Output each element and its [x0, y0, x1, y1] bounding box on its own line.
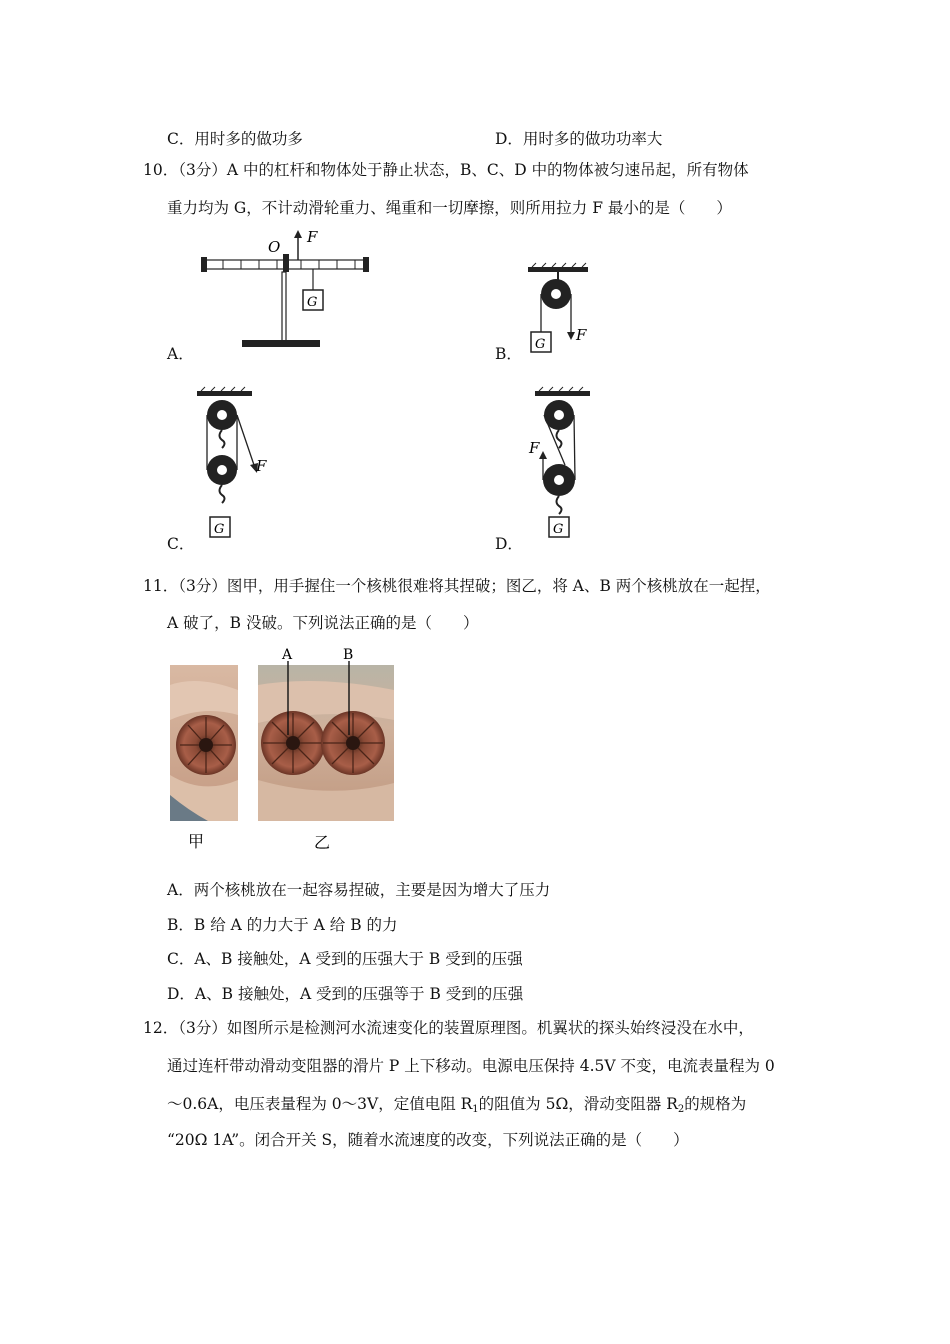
text-segment: ～0.6A，电压表量程为 0～3V，定值电阻 R: [167, 1095, 473, 1113]
walnut-label-b: B: [343, 647, 354, 663]
q11-option-d: D．A、B 接触处，A 受到的压强等于 B 受到的压强: [167, 985, 524, 1003]
label-f: F: [576, 326, 587, 344]
label-f: F: [307, 228, 318, 246]
question-11-line2: A 破了，B 没破。下列说法正确的是（ ）: [167, 614, 479, 632]
option-label-d: D．: [495, 535, 523, 553]
label-f: F: [256, 457, 267, 475]
label-o: O: [268, 238, 281, 256]
question-text: 如图所示是检测河水流速变化的装置原理图。机翼状的探头始终浸没在水中，: [226, 1019, 754, 1037]
question-number: 12．: [143, 1019, 179, 1037]
option-d: D．用时多的做功功率大: [495, 130, 663, 148]
option-label-c: C．: [167, 535, 195, 553]
walnut-label-a: A: [282, 647, 293, 663]
question-score: （3分）: [178, 577, 227, 595]
subscript: 1: [472, 1104, 479, 1115]
q11-option-c: C．A、B 接触处，A 受到的压强大于 B 受到的压强: [167, 950, 523, 968]
option-label-a: A．: [167, 345, 194, 363]
question-number: 11．: [143, 577, 179, 595]
text-segment: 的阻值为 5Ω，滑动变阻器 R: [478, 1095, 678, 1113]
question-12-line1: [143, 1018, 754, 1038]
figure-fixed-pulley: [520, 262, 600, 362]
question-12-line2: 通过连杆带动滑动变阻器的滑片 P 上下移动。电源电压保持 4.5V 不变，电流表量程为 0: [167, 1057, 775, 1075]
question-12-line3: [167, 1094, 746, 1120]
question-score: （3分）: [178, 161, 227, 179]
label-g: G: [535, 337, 546, 352]
label-g: G: [214, 522, 225, 537]
option-c: C．用时多的做功多: [167, 130, 303, 148]
caption-right: 乙: [314, 833, 331, 852]
text-segment: 的规格为: [684, 1095, 747, 1113]
label-g: G: [307, 295, 318, 310]
question-number: 10．: [143, 161, 179, 179]
figure-pulley-block-d: [525, 385, 605, 545]
question-10-line2: 重力均为 G，不计动滑轮重力、绳重和一切摩擦，则所用拉力 F 最小的是（ ）: [167, 199, 732, 217]
caption-left: 甲: [188, 832, 205, 851]
walnut-photos: [168, 645, 398, 855]
option-label-b: B．: [495, 345, 522, 363]
question-text: A 中的杠杆和物体处于静止状态，B、C、D 中的物体被匀速吊起，所有物体: [226, 161, 749, 179]
q11-option-b: B．B 给 A 的力大于 A 给 B 的力: [167, 916, 398, 934]
question-text: 图甲，用手握住一个核桃很难将其捏破；图乙，将 A、B 两个核桃放在一起捏，: [226, 577, 771, 595]
question-12-line4: “20Ω 1A”。闭合开关 S，随着水流速度的改变，下列说法正确的是（ ）: [167, 1131, 689, 1149]
subscript: 2: [677, 1104, 685, 1115]
question-10-line1: [143, 160, 749, 180]
label-g: G: [553, 522, 564, 537]
question-11-line1: [143, 576, 771, 596]
label-f: F: [529, 439, 540, 457]
question-score: （3分）: [178, 1019, 227, 1037]
figure-pulley-block-c: [192, 385, 282, 545]
q11-option-a: A．两个核桃放在一起容易捏破，主要是因为增大了压力: [167, 881, 551, 899]
figure-lever: [195, 222, 375, 357]
